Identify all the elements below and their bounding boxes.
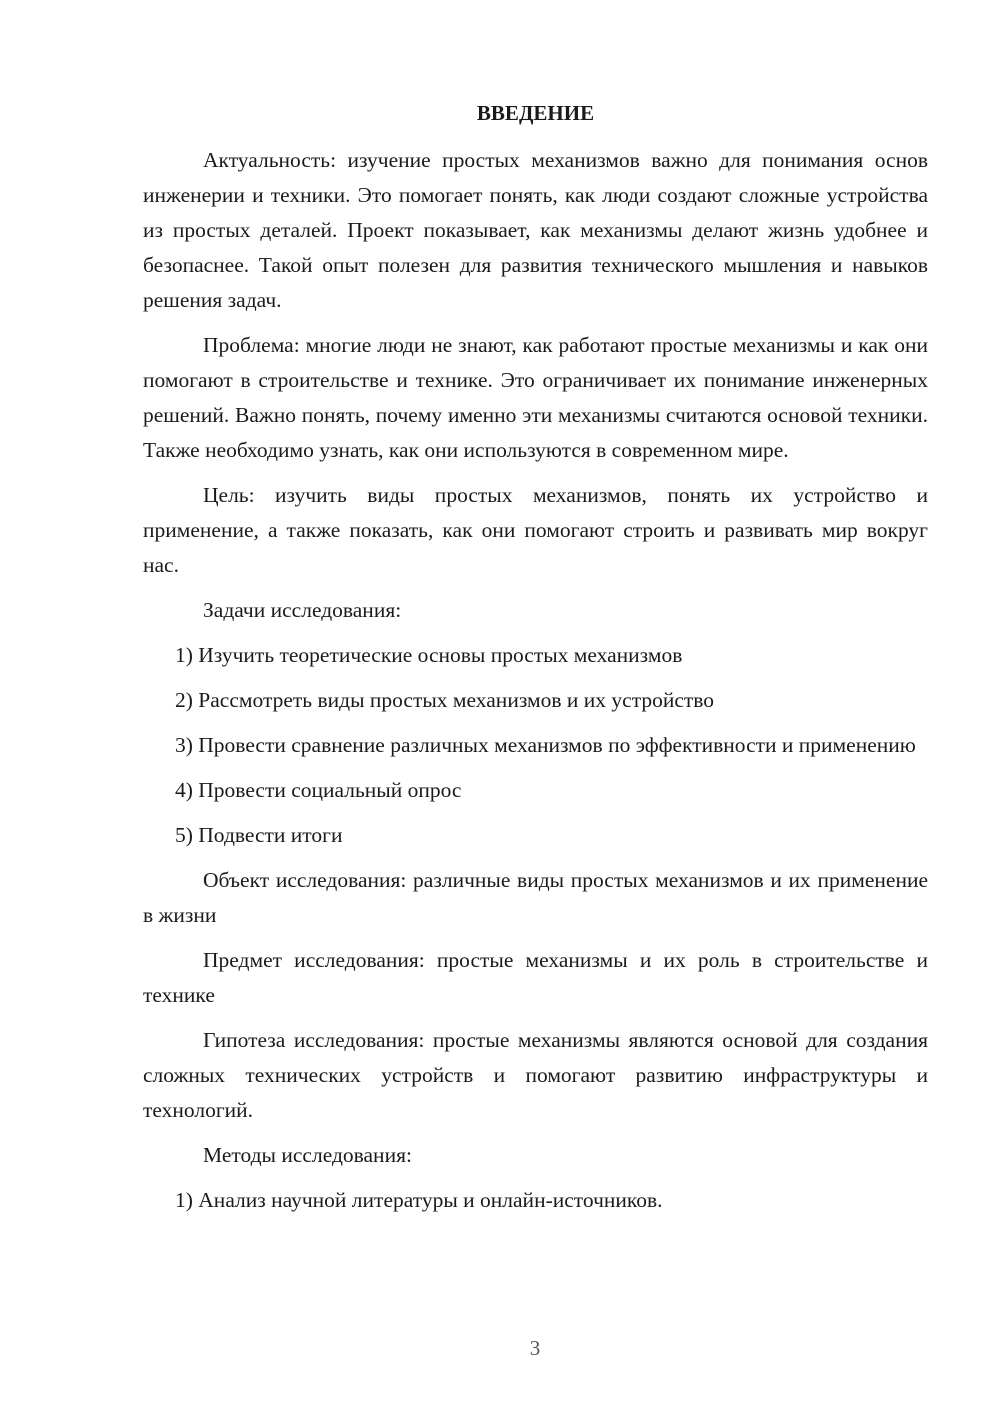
problem-paragraph: Проблема: многие люди не знают, как работают простые механизмы и как они помогают в строительстве и технике. Это ограничивает их понимание инженерных решений. Важно понять, почему именно эти механизмы считаются основой техники. Также необходимо узнать, как они используются в современном мире. (143, 333, 928, 462)
tasks-title: Задачи исследования: (203, 598, 402, 622)
task-item: 3) Провести сравнение различных механизмов по эффективности и применению (175, 733, 916, 757)
methods-title: Методы исследования: (203, 1143, 412, 1167)
relevance-paragraph: Актуальность: изучение простых механизмов важно для понимания основ инженерии и техники. Это помогает понять, как люди создают сложные устройства из простых деталей. Проект показывает, как механизмы делают жизнь удобнее и безопаснее. Такой опыт полезен для развития технического мышления и навыков решения задач. (143, 148, 928, 312)
object-paragraph: Объект исследования: различные виды простых механизмов и их применение в жизни (143, 868, 928, 927)
hypothesis-paragraph: Гипотеза исследования: простые механизмы являются основой для создания сложных технических устройств и помогают развитию инфраструктуры и технологий. (143, 1028, 928, 1122)
task-item: 4) Провести социальный опрос (175, 778, 462, 802)
task-item: 2) Рассмотреть виды простых механизмов и их устройство (175, 688, 715, 712)
page-content (143, 96, 928, 1228)
subject-paragraph: Предмет исследования: простые механизмы и их роль в строительстве и технике (143, 948, 928, 1007)
section-heading: ВВЕДЕНИЕ (476, 101, 595, 125)
goal-paragraph: Цель: изучить виды простых механизмов, понять их устройство и применение, а также показать, как они помогают строить и развивать мир вокруг нас. (143, 483, 928, 577)
task-item: 1) Изучить теоретические основы простых механизмов (175, 643, 683, 667)
task-item: 5) Подвести итоги (175, 823, 343, 847)
page-number: 3 (529, 1336, 541, 1360)
method-item: 1) Анализ научной литературы и онлайн-источников. (175, 1188, 663, 1212)
